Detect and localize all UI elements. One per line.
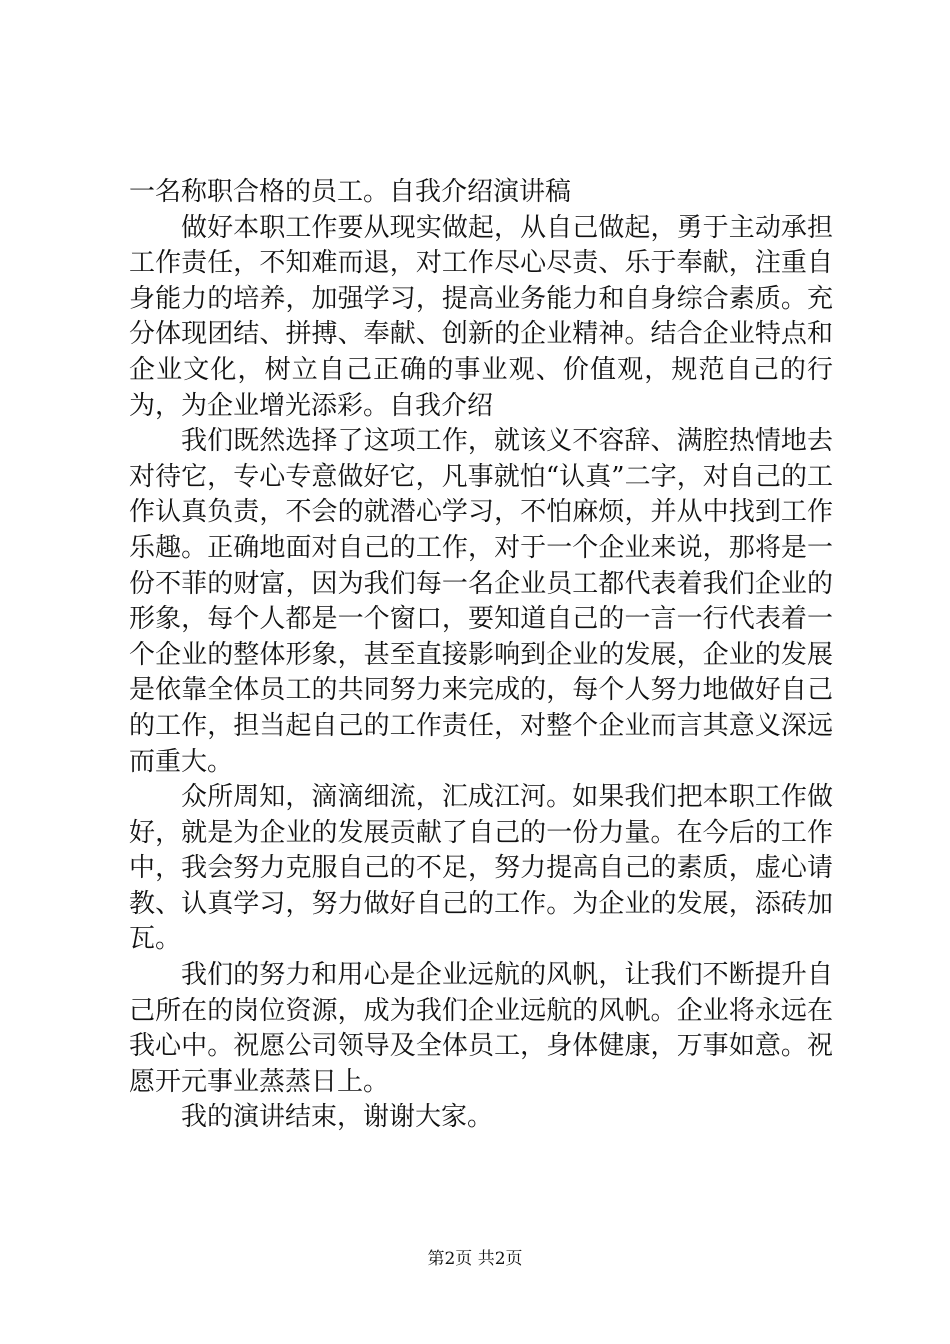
- document-body: [129, 175, 833, 1136]
- paragraph: 做好本职工作要从现实做起，从自己做起，勇于主动承担工作责任，不知难而退，对工作尽心尽责、乐于奉献，注重自身能力的培养，加强学习，提高业务能力和自身综合素质。充分体现团结、拼搏、奉献、创新的企业精神。结合企业特点和企业文化，树立自己正确的事业观、价值观，规范自己的行为，为企业增光添彩。自我介绍: [129, 212, 833, 421]
- paragraph: 众所周知，滴滴细流，汇成江河。如果我们把本职工作做好，就是为企业的发展贡献了自己的一份力量。在今后的工作中，我会努力克服自己的不足，努力提高自己的素质，虚心请教、认真学习，努力做好自己的工作。为企业的发展，添砖加瓦。: [129, 782, 833, 955]
- paragraph: 我们的努力和用心是企业远航的风帆，让我们不断提升自己所在的岗位资源，成为我们企业远航的风帆。企业将永远在我心中。祝愿公司领导及全体员工，身体健康，万事如意。祝愿开元事业蒸蒸日上。: [129, 960, 833, 1097]
- page-number-footer: 第2页 共2页: [427, 1249, 523, 1269]
- paragraph: 我们既然选择了这项工作，就该义不容辞、满腔热情地去对待它，专心专意做好它，凡事就怕“认真”二字，对自己的工作认真负责，不会的就潜心学习，不怕麻烦，并从中找到工作乐趣。正确地面对自己的工作，对于一个企业来说，那将是一份不菲的财富，因为我们每一名企业员工都代表着我们企业的形象，每个人都是一个窗口，要知道自己的一言一行代表着一个企业的整体形象，甚至直接影响到企业的发展，企业的发展是依靠全体员工的共同努力来完成的，每个人努力地做好自己的工作，担当起自己的工作责任，对整个企业而言其意义深远而重大。: [129, 426, 833, 777]
- paragraph-continuation: 一名称职合格的员工。自我介绍演讲稿: [129, 177, 572, 207]
- paragraph-closing: 我的演讲结束，谢谢大家。: [181, 1102, 494, 1133]
